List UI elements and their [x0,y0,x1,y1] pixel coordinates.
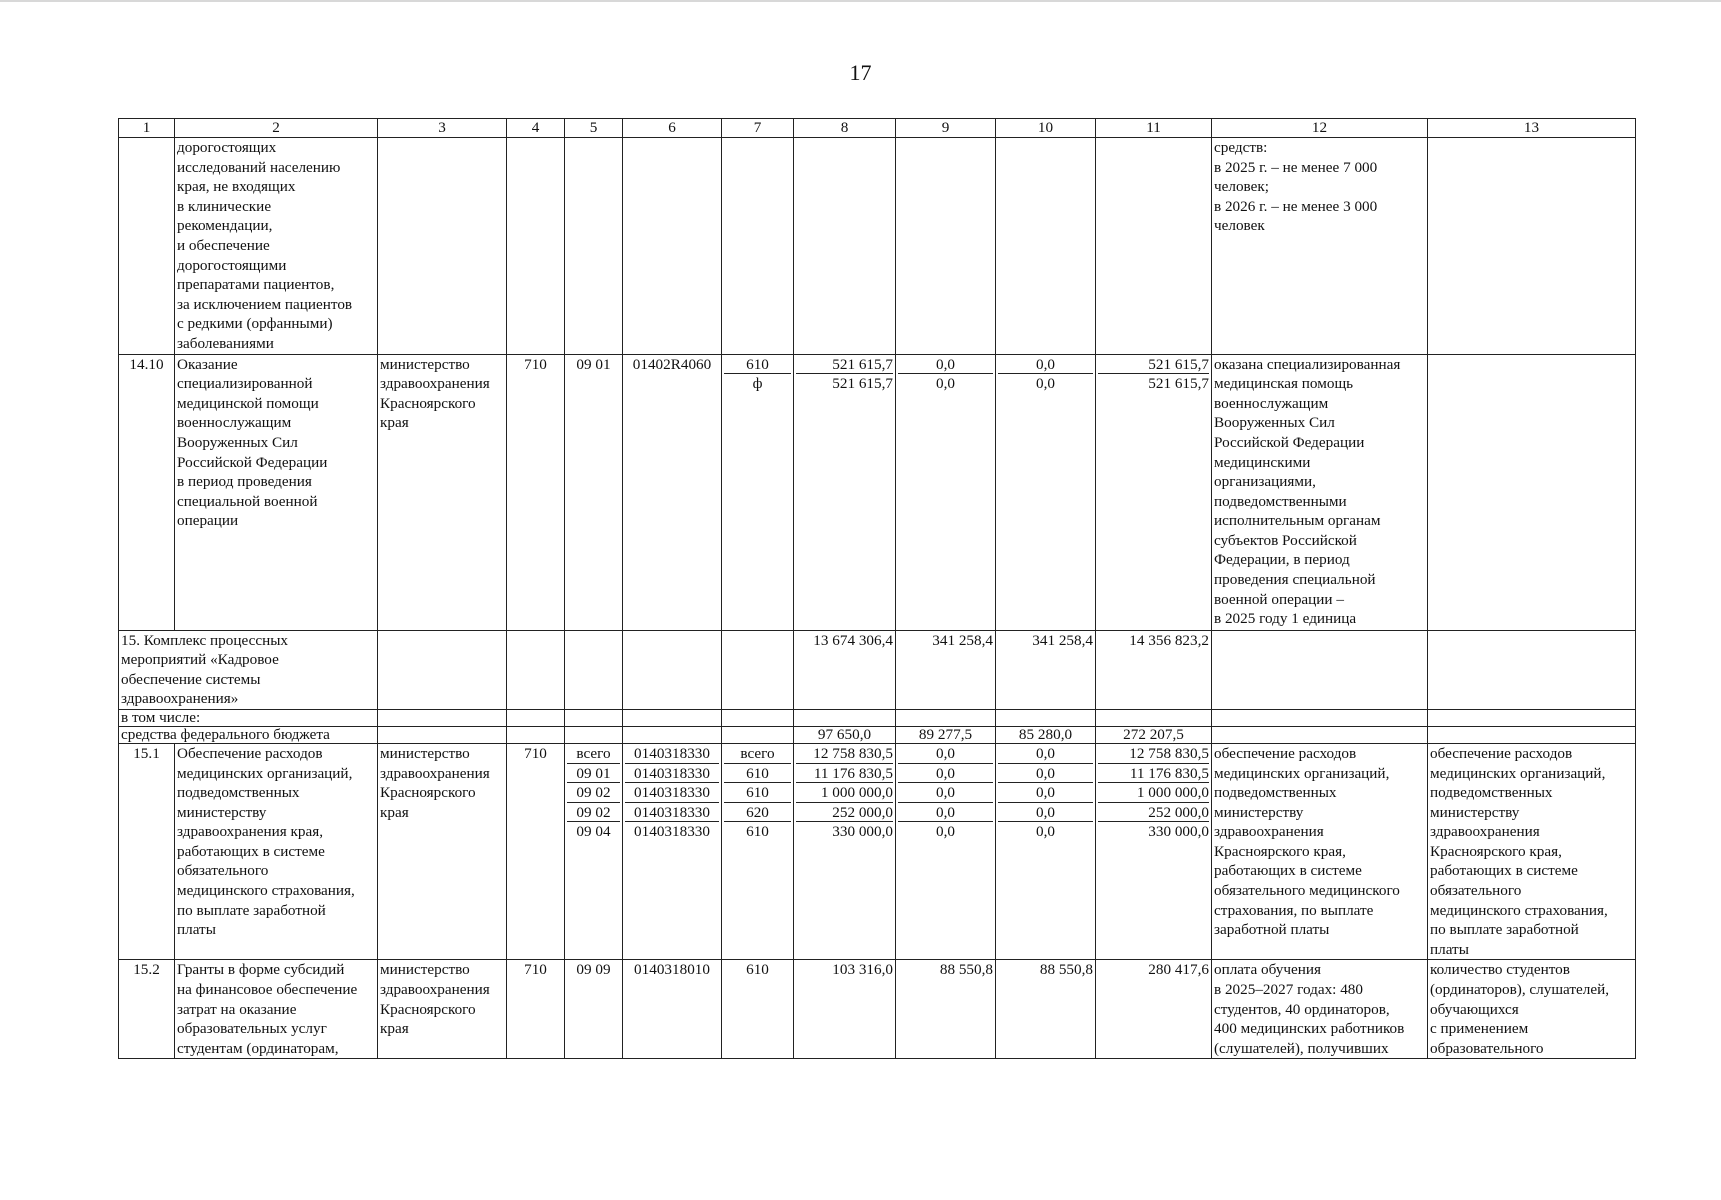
list-item: ф [752,375,763,393]
list-item: 0,0 [998,783,1093,803]
amount-total-list [1098,355,1209,393]
amount-2027-list [998,744,1093,841]
list-item: всего [724,744,791,764]
table-row-15-1 [119,743,1636,960]
table-row-14-10 [119,354,1636,630]
scan-top-edge [0,0,1721,2]
list-item: 0140318330 [625,764,719,784]
list-item: 521 615,7 [796,355,893,375]
amount-2026-list [898,744,993,841]
activity-name: Гранты в форме субсидий на финансовое обеспечение затрат на оказание образовательных услуг студентам (ординаторам, [175,960,378,1059]
amount-2025: 103 316,0 [794,960,896,1059]
list-item: 0140318330 [625,783,719,803]
table-row-continuation [119,138,1636,355]
list-item: 610 [746,823,769,841]
amount-total-list [1098,744,1209,841]
gr-code: 710 [507,960,565,1059]
including-label: в том числе: [119,709,378,726]
list-item: 0,0 [936,375,955,393]
list-item: 0,0 [898,764,993,784]
amount-2026: 341 258,4 [896,630,996,709]
amount-2026-list [898,355,993,393]
col-header: 5 [565,119,623,138]
row-number: 14.10 [119,354,175,630]
list-item: 0,0 [998,764,1093,784]
col-header: 1 [119,119,175,138]
result-text: оплата обучения в 2025–2027 годах: 480 студентов, 40 ординаторов, 400 медицинских работников (слушателей), получивших [1212,960,1428,1059]
list-item: 11 176 830,5 [1098,764,1209,784]
list-item: 330 000,0 [1148,823,1209,841]
list-item: 09 01 [567,764,620,784]
col-header: 12 [1212,119,1428,138]
amount-2027: 341 258,4 [996,630,1096,709]
page-number: 17 [849,60,872,85]
result-text: оказана специализированная медицинская помощь военнослужащим Вооруженных Сил Российской Федерации медицинскими организациями, подведомственными исполнительным органам субъектов Российской Федерации, в период проведения специальной военной операции – в 2025 году 1 единица [1212,354,1428,630]
list-item: 0,0 [898,744,993,764]
list-item: 620 [724,803,791,823]
expense-type: 610 [722,960,794,1059]
result-text: средств: в 2025 г. – не менее 7 000 человек; в 2026 г. – не менее 3 000 человек [1212,138,1428,355]
expense-type-list [724,355,791,393]
table-row-15-2 [119,960,1636,1059]
responsible-agency: министерство здравоохранения Красноярского края [378,354,507,630]
amount-2025: 97 650,0 [794,726,896,743]
result-text: обеспечение расходов медицинских организаций, подведомственных министерству здравоохранения Красноярского края, работающих в системе обязательного медицинского страхования, по выплате заработной платы [1212,743,1428,960]
row-number: 15.1 [119,743,175,960]
amount-2025-list [796,744,893,841]
list-item: 521 615,7 [1098,355,1209,375]
list-item: 0,0 [998,355,1093,375]
col-header: 10 [996,119,1096,138]
list-item: 09 02 [567,803,620,823]
table-row-federal-budget [119,726,1636,743]
list-item: 0,0 [936,823,955,841]
activity-name: дорогостоящих исследований населению края, не входящих в клинические рекомендации, и обеспечение дорогостоящими препаратами пациентов, за исключением пациентов с редкими (орфанными) заболеваниями [175,138,378,355]
column-number-row [119,119,1636,138]
list-item: 0140318330 [625,803,719,823]
expense-type-list [724,744,791,841]
indicator-text: обеспечение расходов медицинских организаций, подведомственных министерству здравоохранения Красноярского края, работающих в системе обязательного медицинского страхования, по выплате заработной платы [1428,743,1636,960]
col-header: 3 [378,119,507,138]
target-article-list [625,744,719,841]
list-item: 09 04 [576,823,611,841]
target-article: 0140318010 [623,960,722,1059]
amount-2027: 85 280,0 [996,726,1096,743]
list-item: 0,0 [898,355,993,375]
section-title: 15. Комплекс процессных мероприятий «Кадровое обеспечение системы здравоохранения» [119,630,378,709]
col-header: 4 [507,119,565,138]
section-code: 09 01 [565,354,623,630]
list-item: 521 615,7 [1148,375,1209,393]
col-header: 9 [896,119,996,138]
list-item: 0,0 [1036,823,1055,841]
list-item: 1 000 000,0 [796,783,893,803]
federal-budget-label: средства федерального бюджета [119,726,378,743]
list-item: 252 000,0 [796,803,893,823]
amount-2025: 13 674 306,4 [794,630,896,709]
table-row-including [119,709,1636,726]
row-number: 15.2 [119,960,175,1059]
table-row-15 [119,630,1636,709]
list-item: 610 [724,355,791,375]
list-item: 11 176 830,5 [796,764,893,784]
list-item: 0,0 [898,783,993,803]
list-item: 0,0 [998,744,1093,764]
amount-2026: 89 277,5 [896,726,996,743]
list-item: 0,0 [898,803,993,823]
amount-total: 272 207,5 [1096,726,1212,743]
budget-table [118,118,1636,1059]
list-item: 0140318330 [625,744,719,764]
gr-code: 710 [507,354,565,630]
indicator-text: количество студентов (ординаторов), слушателей, обучающихся с применением образовательного [1428,960,1636,1059]
section-code-list [567,744,620,841]
list-item: 610 [724,764,791,784]
col-header: 2 [175,119,378,138]
list-item: 12 758 830,5 [796,744,893,764]
col-header: 13 [1428,119,1636,138]
col-header: 6 [623,119,722,138]
amount-2027-list [998,355,1093,393]
activity-name: Обеспечение расходов медицинских организаций, подведомственных министерству здравоохранения края, работающих в системе обязательного медицинского страхования, по выплате заработной платы [175,743,378,960]
list-item: 0,0 [1036,375,1055,393]
amount-total: 14 356 823,2 [1096,630,1212,709]
list-item: 0,0 [998,803,1093,823]
list-item: 330 000,0 [832,823,893,841]
list-item: 252 000,0 [1098,803,1209,823]
activity-name: Оказание специализированной медицинской помощи военнослужащим Вооруженных Сил Российской Федерации в период проведения специальной военной операции [175,354,378,630]
list-item: 521 615,7 [832,375,893,393]
responsible-agency: министерство здравоохранения Красноярского края [378,743,507,960]
amount-2025-list [796,355,893,393]
list-item: 610 [724,783,791,803]
col-header: 7 [722,119,794,138]
list-item: 09 02 [567,783,620,803]
amount-total: 280 417,6 [1096,960,1212,1059]
list-item: 0140318330 [634,823,710,841]
amount-2026: 88 550,8 [896,960,996,1059]
gr-code: 710 [507,743,565,960]
col-header: 8 [794,119,896,138]
col-header: 11 [1096,119,1212,138]
responsible-agency: министерство здравоохранения Красноярского края [378,960,507,1059]
list-item: 12 758 830,5 [1098,744,1209,764]
list-item: 1 000 000,0 [1098,783,1209,803]
target-article: 01402R4060 [623,354,722,630]
list-item: всего [567,744,620,764]
section-code: 09 09 [565,960,623,1059]
amount-2027: 88 550,8 [996,960,1096,1059]
